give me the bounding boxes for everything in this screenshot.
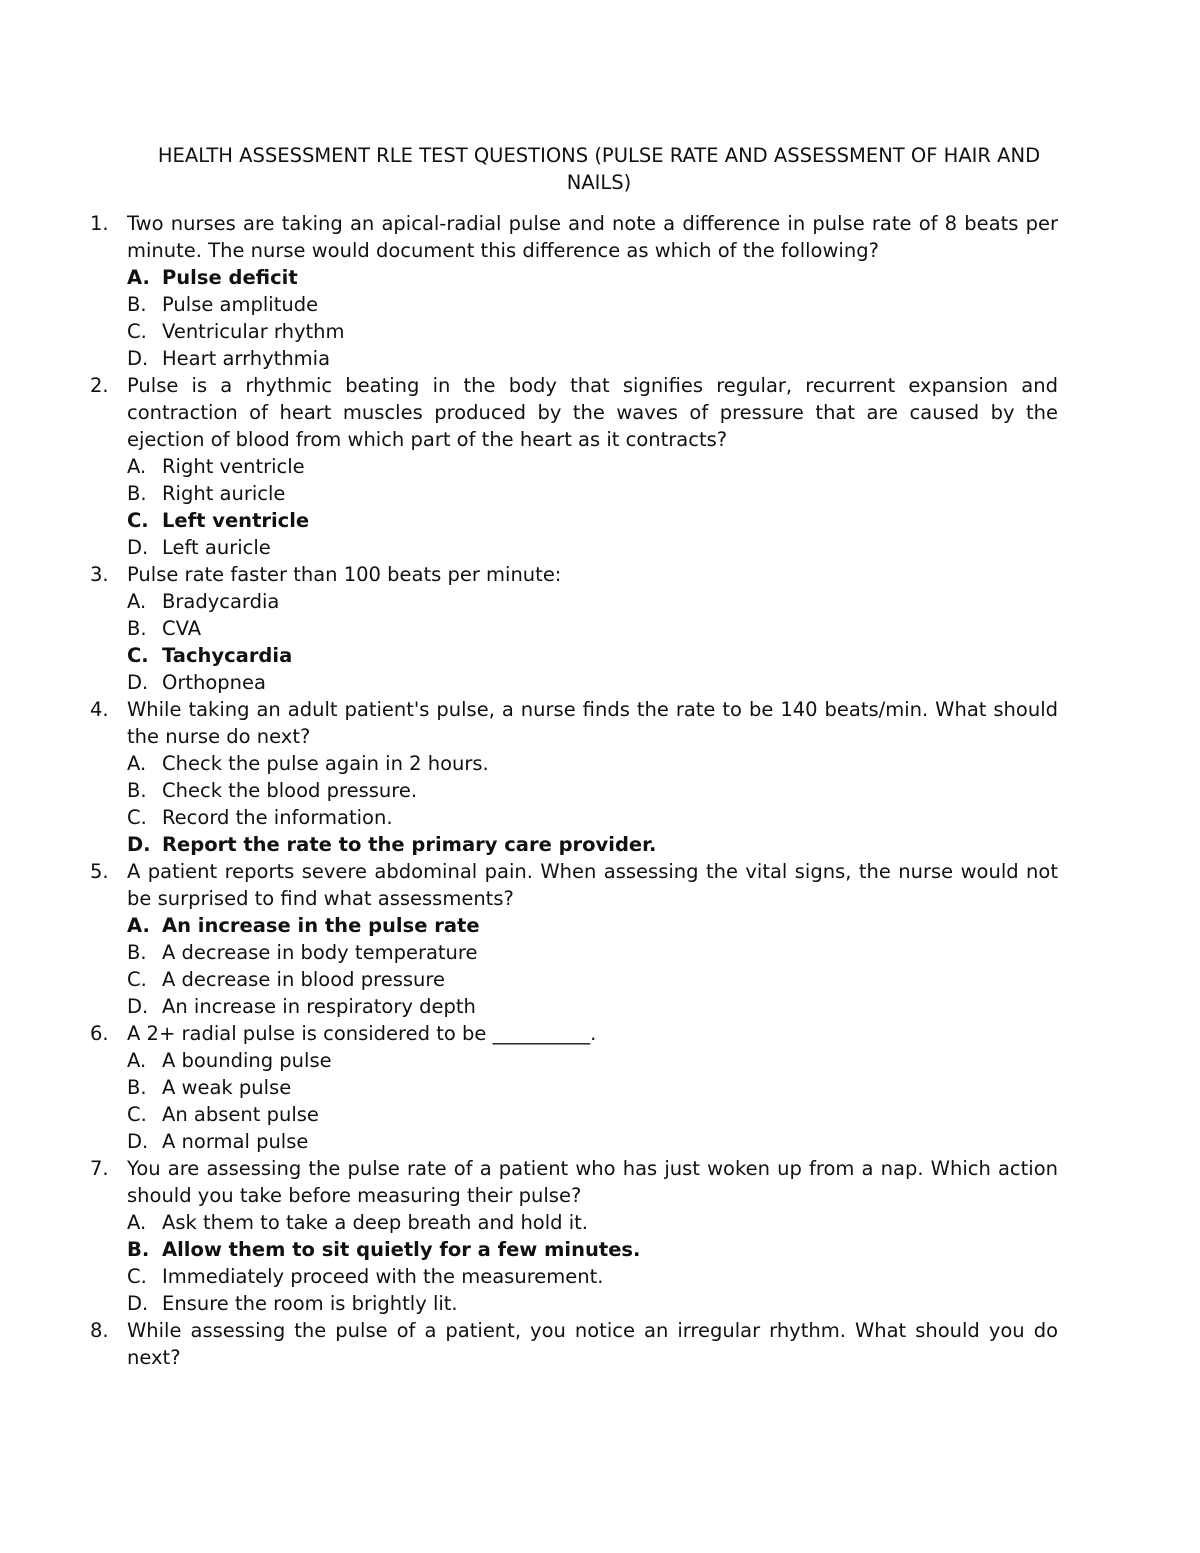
answer-choice bbox=[127, 1128, 1058, 1155]
question-number: 8. bbox=[90, 1319, 109, 1342]
choice-letter: B. bbox=[127, 482, 147, 505]
answer-choice bbox=[127, 588, 1058, 615]
choice-text: An increase in the pulse rate bbox=[162, 914, 480, 937]
choice-letter: B. bbox=[127, 779, 147, 802]
question-text: You are assessing the pulse rate of a patient who has just woken up from a nap. Which action should you take before measuring their pulse? bbox=[127, 1157, 1058, 1207]
question-number: 2. bbox=[90, 374, 109, 397]
choice-letter: C. bbox=[127, 1265, 147, 1288]
answer-choices bbox=[127, 588, 1058, 696]
choice-text: Report the rate to the primary care provider. bbox=[162, 833, 657, 856]
question-text: A 2+ radial pulse is considered to be __________. bbox=[127, 1022, 597, 1045]
answer-choice-correct bbox=[127, 264, 1058, 291]
question-number: 5. bbox=[90, 860, 109, 883]
choice-text: A decrease in blood pressure bbox=[162, 968, 445, 991]
answer-choice bbox=[127, 1047, 1058, 1074]
answer-choice bbox=[127, 291, 1058, 318]
answer-choice bbox=[127, 966, 1058, 993]
question-item bbox=[90, 1317, 1058, 1371]
choice-letter: D. bbox=[127, 347, 149, 370]
choice-letter: D. bbox=[127, 1292, 149, 1315]
question-number: 7. bbox=[90, 1157, 109, 1180]
choice-letter: C. bbox=[127, 644, 149, 667]
choice-letter: A. bbox=[127, 590, 147, 613]
choice-letter: C. bbox=[127, 968, 147, 991]
question-item bbox=[90, 696, 1058, 858]
answer-choice-correct bbox=[127, 912, 1058, 939]
question-number: 4. bbox=[90, 698, 109, 721]
page-title: HEALTH ASSESSMENT RLE TEST QUESTIONS (PULSE RATE AND ASSESSMENT OF HAIR AND NAILS) bbox=[157, 144, 1041, 194]
choice-text: An absent pulse bbox=[162, 1103, 319, 1126]
choice-text: Allow them to sit quietly for a few minutes. bbox=[162, 1238, 641, 1261]
question-text: While taking an adult patient's pulse, a nurse finds the rate to be 140 beats/min. What should the nurse do next? bbox=[127, 698, 1058, 748]
choice-text: CVA bbox=[162, 617, 202, 640]
choice-letter: A. bbox=[127, 1049, 147, 1072]
answer-choice bbox=[127, 345, 1058, 372]
answer-choice bbox=[127, 993, 1058, 1020]
choice-letter: D. bbox=[127, 1130, 149, 1153]
answer-choice bbox=[127, 669, 1058, 696]
choice-letter: B. bbox=[127, 617, 147, 640]
question-item bbox=[90, 210, 1058, 372]
choice-text: Right ventricle bbox=[162, 455, 305, 478]
choice-text: An increase in respiratory depth bbox=[162, 995, 476, 1018]
choice-letter: A. bbox=[127, 266, 150, 289]
answer-choices bbox=[127, 264, 1058, 372]
choice-letter: C. bbox=[127, 509, 149, 532]
choice-text: Ensure the room is brightly lit. bbox=[162, 1292, 458, 1315]
answer-choice bbox=[127, 750, 1058, 777]
answer-choices bbox=[127, 1209, 1058, 1317]
choice-text: Left ventricle bbox=[162, 509, 310, 532]
choice-text: Right auricle bbox=[162, 482, 286, 505]
answer-choice-correct bbox=[127, 642, 1058, 669]
question-item bbox=[90, 858, 1058, 1020]
answer-choice bbox=[127, 480, 1058, 507]
question-number: 6. bbox=[90, 1022, 109, 1045]
choice-text: Immediately proceed with the measurement. bbox=[162, 1265, 604, 1288]
answer-choice bbox=[127, 534, 1058, 561]
choice-letter: A. bbox=[127, 914, 150, 937]
choice-text: A bounding pulse bbox=[162, 1049, 332, 1072]
choice-text: Ask them to take a deep breath and hold it. bbox=[162, 1211, 588, 1234]
answer-choice bbox=[127, 1101, 1058, 1128]
choice-letter: B. bbox=[127, 293, 147, 316]
choice-letter: B. bbox=[127, 941, 147, 964]
answer-choice bbox=[127, 1209, 1058, 1236]
answer-choice bbox=[127, 777, 1058, 804]
answer-choice bbox=[127, 1074, 1058, 1101]
question-item bbox=[90, 372, 1058, 561]
answer-choice bbox=[127, 453, 1058, 480]
answer-choice bbox=[127, 1263, 1058, 1290]
choice-text: A weak pulse bbox=[162, 1076, 292, 1099]
choice-letter: C. bbox=[127, 806, 147, 829]
question-number: 3. bbox=[90, 563, 109, 586]
answer-choices bbox=[127, 1047, 1058, 1155]
question-text: Pulse is a rhythmic beating in the body that signifies regular, recurrent expansion and contraction of heart muscles produced by the waves of pressure that are caused by the ejection of blood from which part of the heart as it contracts? bbox=[127, 374, 1058, 451]
answer-choice-correct bbox=[127, 507, 1058, 534]
question-text: While assessing the pulse of a patient, you notice an irregular rhythm. What should you do next? bbox=[127, 1319, 1058, 1369]
choice-text: Record the information. bbox=[162, 806, 393, 829]
choice-text: Ventricular rhythm bbox=[162, 320, 345, 343]
choice-letter: A. bbox=[127, 455, 147, 478]
question-number: 1. bbox=[90, 212, 109, 235]
question-text: Two nurses are taking an apical-radial pulse and note a difference in pulse rate of 8 beats per minute. The nurse would document this difference as which of the following? bbox=[127, 212, 1058, 262]
choice-text: Heart arrhythmia bbox=[162, 347, 331, 370]
choice-text: Tachycardia bbox=[162, 644, 293, 667]
question-text: A patient reports severe abdominal pain. When assessing the vital signs, the nurse would not be surprised to find what assessments? bbox=[127, 860, 1058, 910]
choice-letter: D. bbox=[127, 833, 151, 856]
answer-choices bbox=[127, 750, 1058, 858]
answer-choices bbox=[127, 912, 1058, 1020]
answer-choice bbox=[127, 1290, 1058, 1317]
question-item bbox=[90, 1020, 1058, 1155]
answer-choice bbox=[127, 804, 1058, 831]
choice-text: Orthopnea bbox=[162, 671, 266, 694]
choice-letter: D. bbox=[127, 995, 149, 1018]
choice-text: Left auricle bbox=[162, 536, 271, 559]
question-item bbox=[90, 1155, 1058, 1317]
choice-letter: C. bbox=[127, 1103, 147, 1126]
choice-text: Pulse amplitude bbox=[162, 293, 319, 316]
choice-letter: D. bbox=[127, 536, 149, 559]
choice-letter: D. bbox=[127, 671, 149, 694]
choice-letter: A. bbox=[127, 1211, 147, 1234]
choice-letter: B. bbox=[127, 1238, 150, 1261]
answer-choices bbox=[127, 453, 1058, 561]
choice-text: Check the blood pressure. bbox=[162, 779, 418, 802]
choice-letter: C. bbox=[127, 320, 147, 343]
choice-text: Check the pulse again in 2 hours. bbox=[162, 752, 489, 775]
choice-text: A normal pulse bbox=[162, 1130, 309, 1153]
question-text: Pulse rate faster than 100 beats per minute: bbox=[127, 563, 562, 586]
answer-choice-correct bbox=[127, 1236, 1058, 1263]
choice-text: Pulse deficit bbox=[162, 266, 298, 289]
choice-letter: B. bbox=[127, 1076, 147, 1099]
answer-choice bbox=[127, 939, 1058, 966]
choice-text: Bradycardia bbox=[162, 590, 280, 613]
choice-letter: A. bbox=[127, 752, 147, 775]
question-item bbox=[90, 561, 1058, 696]
answer-choice bbox=[127, 318, 1058, 345]
answer-choice-correct bbox=[127, 831, 1058, 858]
choice-text: A decrease in body temperature bbox=[162, 941, 478, 964]
answer-choice bbox=[127, 615, 1058, 642]
question-list bbox=[90, 210, 1058, 1371]
